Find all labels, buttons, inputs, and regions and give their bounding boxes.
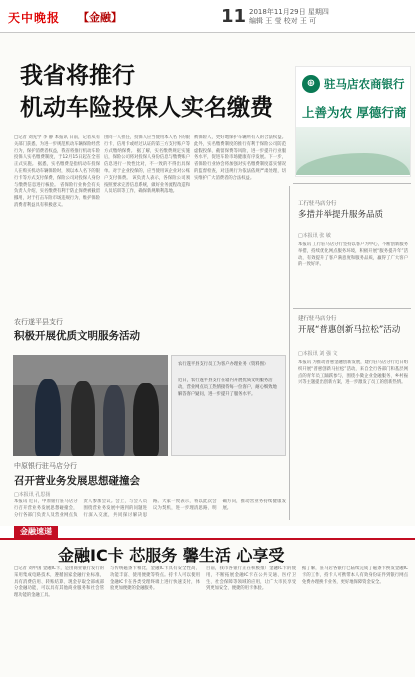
bottom-col-1: □记者 刘中国 金融IC卡，是由商业银行发行的采用集成电路技术，遵循国家金融行业标准，具有消费信用、转账结算、现金存取全部或部分金融功能，可以具有其他商业服务和社会管理功能的金融工具。 bbox=[14, 566, 104, 599]
story-title: 多措并举提升服务品质 bbox=[298, 210, 384, 220]
ad-slogan: 上善为农 厚德行商 bbox=[302, 105, 407, 120]
bottom-col-3: 目前，我市各银行正在积极推广金融IC卡的使用，不断拓展金融IC卡在公共交通、医疗卫生、社会保障等领域的应用，让广大市民享受到更加安全、便捷的用卡体验。 bbox=[206, 566, 296, 592]
story-source: 中原银行驻马店分行 bbox=[14, 462, 77, 470]
person-figure bbox=[35, 379, 61, 456]
story-byline: □本报讯 刘 强 文 bbox=[298, 351, 338, 357]
photo-ceiling bbox=[13, 355, 168, 385]
story-title: 召开营业务发展思想碰撞会 bbox=[14, 475, 140, 487]
story-source: 工行驻马店分行 bbox=[298, 201, 337, 207]
bank-advertisement bbox=[295, 66, 411, 177]
bottom-headline: 金融IC卡 芯服务 馨生活 心享受 bbox=[58, 546, 285, 565]
newspaper-logo: 天中晚报 bbox=[8, 11, 61, 25]
person-figure bbox=[71, 381, 95, 456]
ad-bank-name: 驻马店农商银行 bbox=[324, 77, 405, 91]
divider bbox=[293, 183, 411, 184]
main-story-col-1: □记者 刘先学 李 静 本报讯 日前，记者从有关部门获悉，为进一步规范机动车辆保险经营行为，保护消费者权益，我省将推行机动车险投保人实名缴费制度，于12月15日起在全省正式实施。 据悉，实名缴费是指机动车投保人在购买机动车辆保险时，须以本人名下的银行卡等方式支付保费，保险公司对投保人身份与缴费信息进行核验。 省保险行业协会有关负责人介绍，实名缴费有利于防止保费被截留挪用，对于打击车险市场违规行为、维护保险消费者利益具有积极意义。 bbox=[14, 135, 100, 208]
band-rule bbox=[0, 538, 415, 540]
header-meta bbox=[249, 8, 409, 26]
main-headline bbox=[20, 60, 285, 124]
story-byline: □本报讯 孔思扬 bbox=[14, 492, 51, 498]
story-byline: □本报讯 张 敏 bbox=[298, 233, 331, 239]
bottom-col-4: 据了解，驻马店各银行已陆续完成了磁条卡换发金融IC卡的工作，持卡人可携带本人有效身份证件到银行网点免费办理换卡业务，更好地保障资金安全。 bbox=[302, 566, 408, 585]
section-band bbox=[0, 526, 415, 538]
ad-landscape bbox=[296, 127, 410, 175]
news-photo-service bbox=[13, 355, 168, 456]
story-body: 本报讯 近日，中原银行驻马店分行召开营业务发展思想碰撞会，分行各部门负责人及营业网点负责人参加会议。会上，与会人员围绕营业务发展中遇到的问题进行深入交流，共同探讨解决思路。大家一致表示，将以此次会议为契机，进一步理清思路、明确方向，推动营业务持续健康发展。 bbox=[14, 499, 286, 518]
story-body: 本报讯 为推动普惠金融创新发展，建行驻马店分行近日组织开展“普惠创新马拉松”活动，来自全行各部门和基层网点的青年员工踊跃参与，围绕小微企业金融服务、乡村振兴等主题提出创新方案，进一步激发了员工的创新热情。 bbox=[298, 360, 408, 386]
date-line: 2018年11月29日 星期四 bbox=[249, 8, 329, 16]
band-label: 金融速递 bbox=[14, 526, 58, 538]
bank-logo-icon: ⊕ bbox=[302, 75, 320, 93]
story-title: 积极开展优质文明服务活动 bbox=[14, 330, 140, 342]
story-body: 本报讯 工行驻马店分行坚持以客户为中心，不断创新服务举措，持续优化网点服务环境，积极开展“服务提升年”活动，有效提升了客户满意度和服务品质，赢得了广大客户的一致好评。 bbox=[298, 242, 408, 268]
headline-line-1: 我省将推行 bbox=[20, 63, 135, 89]
person-figure bbox=[103, 385, 125, 456]
page-header bbox=[0, 0, 415, 33]
divider bbox=[293, 308, 411, 309]
photo-caption-body: 近日，农行遂平县支行在辖内开展优质文明服务活动，营业网点员工热情接待每一位客户，耐心细致地解答客户疑问，进一步提升了服务水平。 bbox=[178, 378, 277, 397]
photo-caption-box bbox=[171, 355, 286, 456]
editors-line: 编辑 王 莹 校对 王 可 bbox=[249, 17, 317, 25]
person-figure bbox=[133, 383, 159, 456]
story-title: 开展“普惠创新马拉松”活动 bbox=[298, 325, 401, 335]
page-number: 11 bbox=[221, 6, 247, 27]
section-label: 【金融】 bbox=[78, 11, 122, 24]
main-story-col-2: 由同一人担任，投保人应当使用本人名下的银行卡、信用卡或经过认证的第三方支付账户等方式缴纳保费。 据了解，实名缴费规定实施后，保险公司将对投保人身份信息与缴费账户信息进行一致性比对，不一致的不得出具保单。对于企业投保的，应当使用该企业对公账户支付保费。 该负责人表示，各保险公司须按照要求完善信息系统，做好业务流程改造和人员培训等工作，确保新规顺利落地。 bbox=[104, 135, 190, 195]
main-story-col-3: 被保险人，更好地保护车辆所有人的合法权益。 此外，实名缴费制度的推行有利于保险公司防范虚假投保、截留保费等风险，进一步提升行业服务水平，促进车险市场健康有序发展。下一步，省保险行业协会将加强对实名缴费制度落实情况的监督检查，对违规行为依法依规严肃处理，切实维护广大消费者的合法权益。 bbox=[194, 135, 286, 181]
column-divider bbox=[289, 186, 290, 520]
story-source: 建行驻马店分行 bbox=[298, 316, 337, 322]
headline-line-2: 机动车险投保人实名缴费 bbox=[20, 95, 273, 121]
ad-hill-shape bbox=[296, 153, 410, 175]
photo-caption: 农行遂平县支行员工为客户办理业务（资料图） bbox=[178, 362, 269, 367]
bottom-col-2: 与传统磁条卡相比，金融IC卡具有安全性高、功能丰富、使用便捷等特点。持卡人可以使用金融IC卡在各类受理终端上进行快速支付，体验更加便捷的金融服务。 bbox=[110, 566, 200, 592]
story-source: 农行遂平县支行 bbox=[14, 318, 63, 326]
